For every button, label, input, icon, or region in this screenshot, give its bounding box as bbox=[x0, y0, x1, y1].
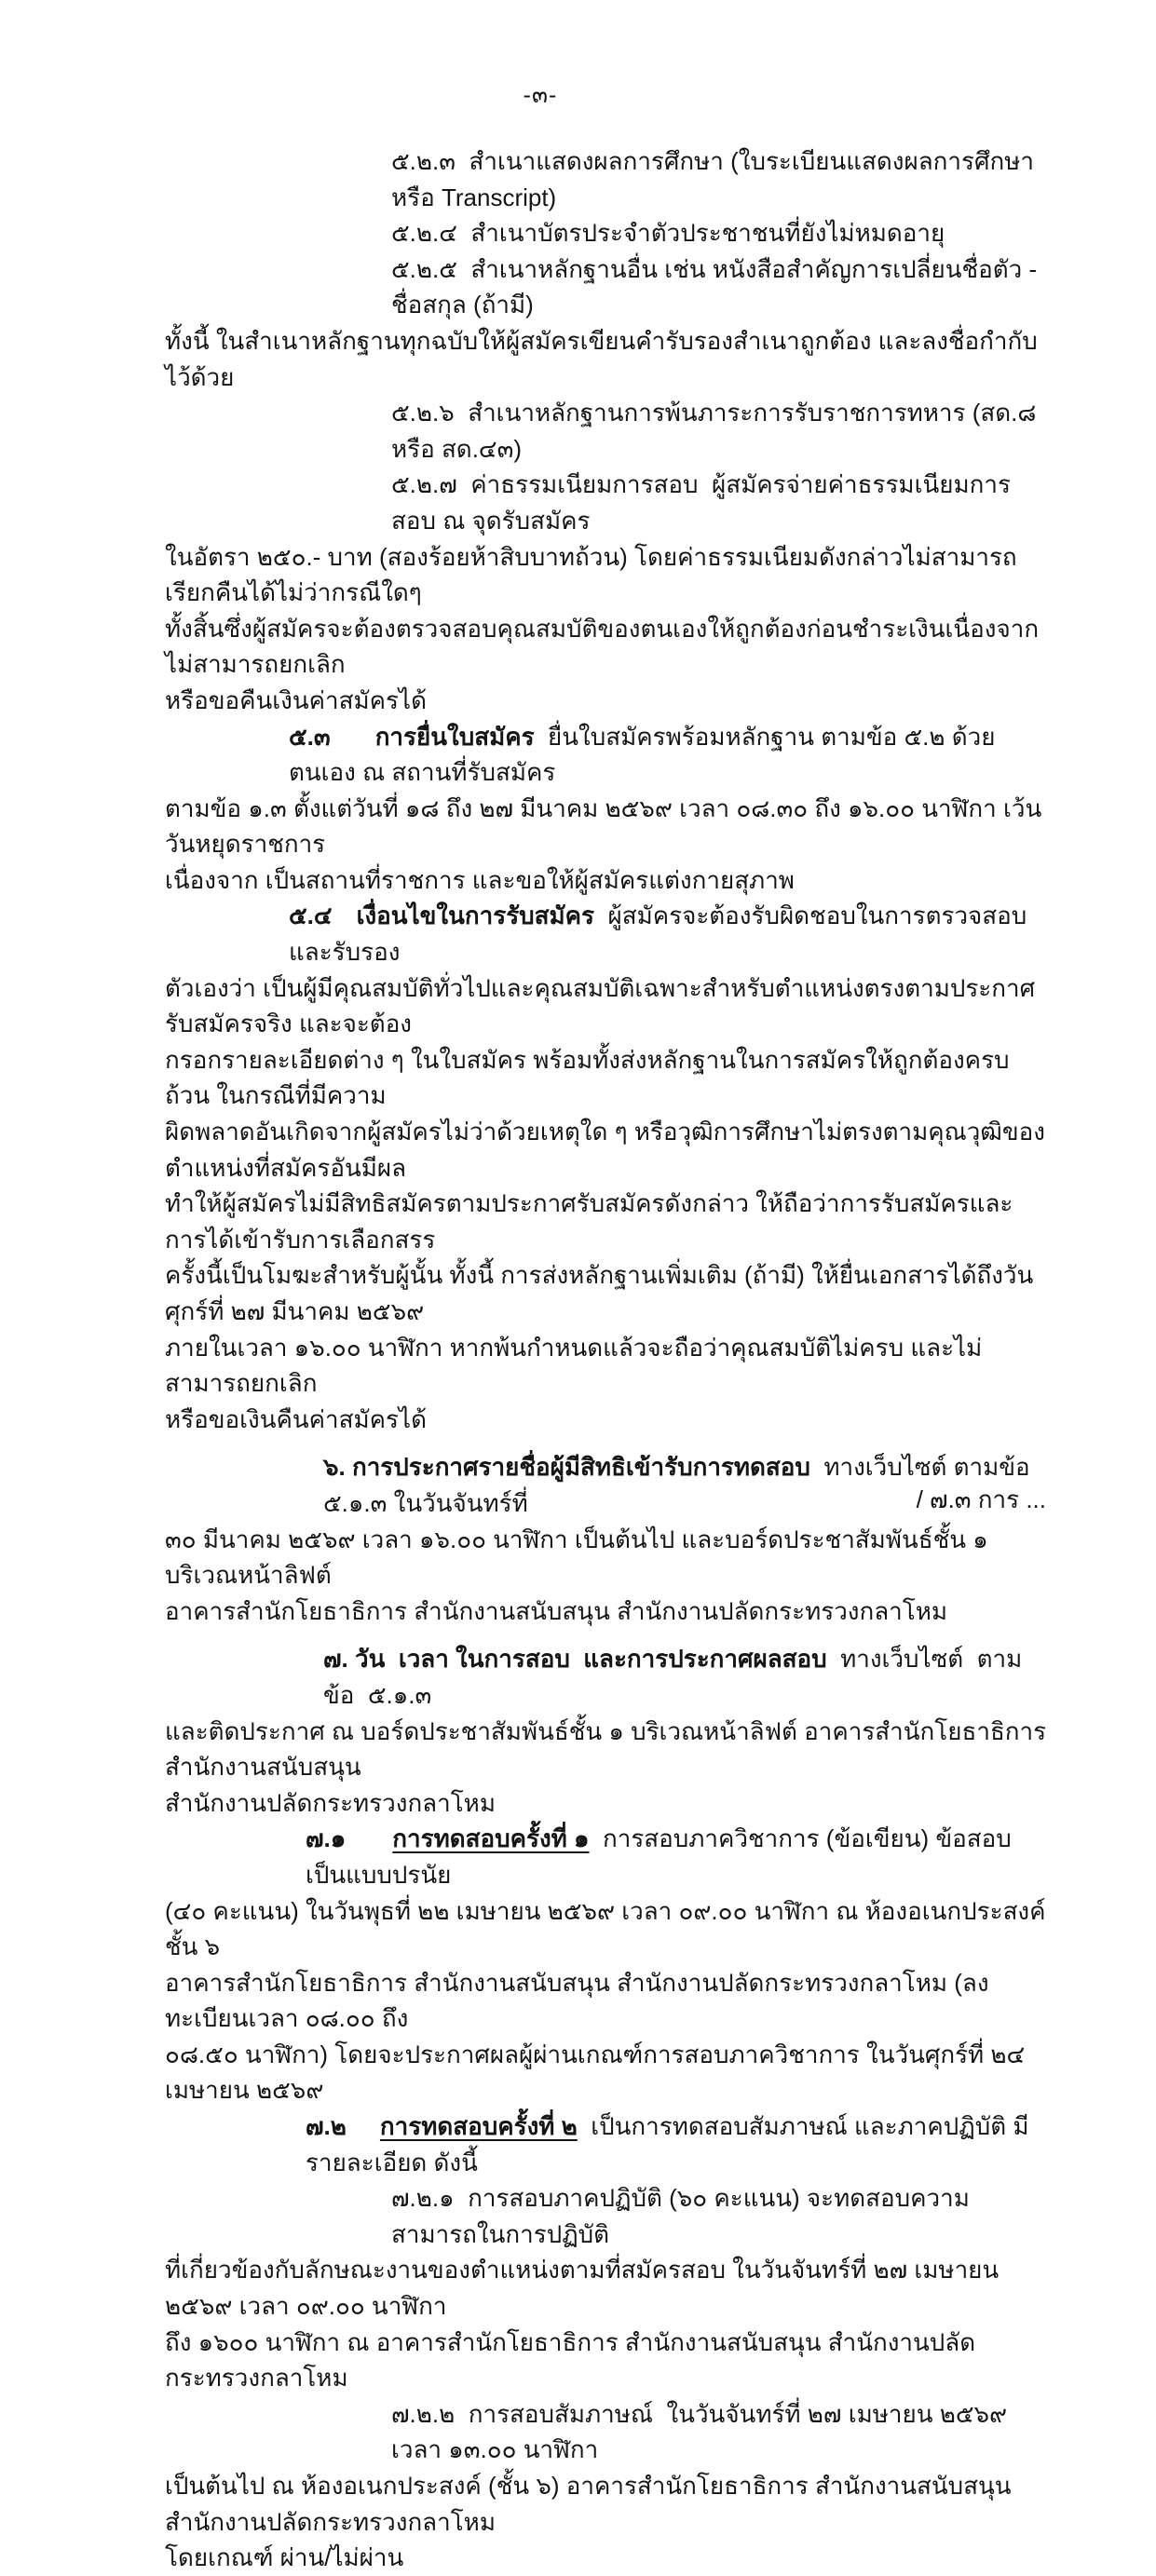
text-segment: อาคารสำนักโยธาธิการ สำนักงานสนับสนุน สำนักงานปลัดกระทรวงกลาโหม (ลงทะเบียนเวลา ๐๘.๐๐ ถึง bbox=[165, 1968, 989, 2033]
text-line bbox=[165, 970, 1050, 1042]
text-line bbox=[165, 2540, 1050, 2576]
text-line bbox=[165, 215, 1050, 251]
text-segment: การสอบภาควิชาการ (ข้อเขียน) ข้อสอบเป็นแบบปรนัย bbox=[306, 1824, 1012, 1889]
text-line bbox=[165, 1785, 1050, 1822]
text-segment: โดยเกณฑ์ ผ่าน/ไม่ผ่าน bbox=[165, 2543, 404, 2572]
text-segment: ๕.๒.๓ สำเนาแสดงผลการศึกษา (ใบระเบียนแสดงผลการศึกษา หรือ Transcript) bbox=[391, 147, 1041, 211]
text-segment: หรือขอเงินคืนค่าสมัครได้ bbox=[165, 1404, 427, 1433]
text-line bbox=[165, 1893, 1053, 1965]
text-line bbox=[165, 395, 1050, 467]
text-line bbox=[165, 1402, 1050, 1438]
text-segment: (๔๐ คะแนน) ในวันพุธที่ ๒๒ เมษายน ๒๕๖๙ เวลา ๐๙.๐๐ นาฬิกา ณ ห้องอเนกประสงค์ ชั้น ๖ bbox=[165, 1896, 1053, 1961]
tab-gap bbox=[333, 923, 357, 924]
text-line bbox=[165, 1965, 1050, 2037]
text-line bbox=[165, 611, 1050, 683]
text-line bbox=[165, 1042, 1050, 1114]
text-line bbox=[165, 1714, 1054, 1785]
text-segment: ยื่นใบสมัครพร้อมหลักฐาน ตามข้อ ๕.๒ ด้วยตนเอง ณ สถานที่รับสมัคร bbox=[289, 722, 996, 787]
text-segment: และติดประกาศ ณ บอร์ดประชาสัมพันธ์ชั้น ๑ บริเวณหน้าลิฟต์ อาคารสำนักโยธาธิการ สำนักงานสนับสนุน bbox=[165, 1716, 1054, 1782]
text-line bbox=[165, 1186, 1050, 1257]
text-segment: ทั้งนี้ ในสำเนาหลักฐานทุกฉบับให้ผู้สมัครเขียนคำรับรองสำเนาถูกต้อง และลงชื่อกำกับไว้ด้วย bbox=[165, 326, 1038, 391]
text-line bbox=[165, 898, 1050, 969]
text-segment: ๕.๔ bbox=[289, 902, 333, 930]
text-segment: ตัวเองว่า เป็นผู้มีคุณสมบัติทั่วไปและคุณสมบัติเฉพาะสำหรับตำแหน่งตรงตามประกาศรับสมัครจริง และจะต้อง bbox=[165, 973, 1036, 1038]
text-line bbox=[165, 2468, 1050, 2540]
text-segment: ทางเว็บไซต์ ตามข้อ ๕.๑.๓ bbox=[323, 1645, 1023, 1709]
text-segment: การทดสอบครั้งที่ ๒ bbox=[379, 2112, 578, 2141]
text-segment: ๗.๑ bbox=[306, 1824, 347, 1853]
text-segment: การยื่นใบสมัคร bbox=[374, 722, 535, 751]
text-segment: ๗.๒.๑ การสอบภาคปฏิบัติ (๖๐ คะแนน) จะทดสอบความสามารถในการปฏิบัติ bbox=[391, 2184, 970, 2248]
continuation-mark: / ๗.๓ การ ... bbox=[916, 1485, 1046, 1513]
text-segment: ทั้งสิ้นซึ่งผู้สมัครจะต้องตรวจสอบคุณสมบัติของตนเองให้ถูกต้องก่อนชำระเงินเนื่องจากไม่สามารถยกเลิก bbox=[165, 614, 1040, 679]
text-line bbox=[165, 2180, 1050, 2252]
text-line bbox=[165, 719, 1050, 791]
document-body bbox=[165, 143, 1054, 2576]
tab-gap bbox=[346, 1846, 392, 1847]
text-segment: กรอกรายละเอียดต่าง ๆ ในใบสมัคร พร้อมทั้งส่งหลักฐานในการสมัครให้ถูกต้องครบถ้วน ในกรณีที่มีความ bbox=[165, 1045, 1010, 1110]
text-segment: สำนักงานปลัดกระทรวงกลาโหม bbox=[165, 1788, 496, 1817]
text-segment: ๗. วัน เวลา ในการสอบ และการประกาศผลสอบ bbox=[323, 1645, 827, 1674]
text-segment: ๕.๒.๔ สำเนาบัตรประจำตัวประชาชนที่ยังไม่หมดอายุ bbox=[391, 219, 945, 248]
text-segment: เป็นต้นไป ณ ห้องอเนกประสงค์ (ชั้น ๖) อาคารสำนักโยธาธิการ สำนักงานสนับสนุน สำนักงานปลัดกระทรวงกลาโหม bbox=[165, 2472, 1018, 2536]
text-line bbox=[165, 683, 1050, 719]
text-segment: ๐๘.๕๐ นาฬิกา) โดยจะประกาศผลผู้ผ่านเกณฑ์การสอบภาควิชาการ ในวันศุกร์ที่ ๒๔ เมษายน ๒๕๖๙ bbox=[165, 2040, 1032, 2105]
tab-gap bbox=[331, 744, 375, 745]
text-segment: ๕.๓ bbox=[289, 722, 331, 751]
text-line bbox=[165, 1641, 1050, 1713]
text-segment: ผิดพลาดอันเกิดจากผู้สมัครไม่ว่าด้วยเหตุใด ๆ หรือวุฒิการศึกษาไม่ตรงตามคุณวุฒิของตำแหน่งที่สมัครอันมีผล bbox=[165, 1118, 1045, 1182]
tab-gap bbox=[347, 2134, 380, 2135]
text-segment: ในอัตรา ๒๕๐.- บาท (สองร้อยห้าสิบบาทถ้วน) โดยค่าธรรมเนียมดังกล่าวไม่สามารถเรียกคืนได้ไม่ว่ากรณีใดๆ bbox=[165, 542, 1017, 607]
text-line bbox=[165, 1330, 1050, 1402]
text-line bbox=[165, 467, 1050, 538]
text-line bbox=[165, 251, 1050, 323]
text-segment: ทางเว็บไซต์ ตามข้อ ๕.๑.๓ ในวันจันทร์ที่ bbox=[323, 1453, 1037, 1517]
text-line bbox=[165, 2396, 1050, 2468]
text-segment: ผู้สมัครจะต้องรับผิดชอบในการตรวจสอบและรับรอง bbox=[289, 902, 1027, 967]
text-line bbox=[165, 791, 1050, 862]
text-line bbox=[165, 2108, 1050, 2180]
text-segment: ภายในเวลา ๑๖.๐๐ นาฬิกา หากพ้นกำหนดแล้วจะถือว่าคุณสมบัติไม่ครบ และไม่สามารถยกเลิก bbox=[165, 1333, 983, 1398]
text-line bbox=[165, 1522, 1050, 1593]
text-segment: เงื่อนไขในการรับสมัคร bbox=[356, 902, 595, 930]
text-segment: ตามข้อ ๑.๓ ตั้งแต่วันที่ ๑๘ ถึง ๒๗ มีนาคม ๒๕๖๙ เวลา ๐๘.๓๐ ถึง ๑๖.๐๐ นาฬิกา เว้นวันหยุดราชการ bbox=[165, 793, 1042, 859]
text-segment: เนื่องจาก เป็นสถานที่ราชการ และขอให้ผู้สมัครแต่งกายสุภาพ bbox=[165, 865, 795, 894]
text-segment: ๖. การประกาศรายชื่อผู้มีสิทธิเข้ารับการทดสอบ bbox=[323, 1453, 810, 1482]
text-line bbox=[165, 1257, 1050, 1329]
text-line bbox=[165, 1593, 1050, 1630]
text-line bbox=[165, 862, 1050, 899]
text-line bbox=[165, 1114, 1050, 1186]
text-line bbox=[165, 2252, 1050, 2324]
text-segment: ๕.๒.๗ ค่าธรรมเนียมการสอบ ผู้สมัครจ่ายค่าธรรมเนียมการสอบ ณ จุดรับสมัคร bbox=[391, 470, 1011, 535]
text-segment: ๕.๒.๕ สำเนาหลักฐานอื่น เช่น หนังสือสำคัญการเปลี่ยนชื่อตัว - ชื่อสกุล (ถ้ามี) bbox=[391, 254, 1044, 319]
text-line bbox=[165, 143, 1050, 215]
text-segment: ทำให้ผู้สมัครไม่มีสิทธิสมัครตามประกาศรับสมัครดังกล่าว ให้ถือว่าการรับสมัครและการได้เข้ารับการเลือกสรร bbox=[165, 1189, 1013, 1254]
text-segment: ที่เกี่ยวข้องกับลักษณะงานของตำแหน่งตามที่สมัครสอบ ในวันจันทร์ที่ ๒๗ เมษายน ๒๕๖๙ เวลา ๐๙.๐๐ นาฬิกา bbox=[165, 2256, 1006, 2321]
text-segment: ๕.๒.๖ สำเนาหลักฐานการพ้นภาระการรับราชการทหาร (สด.๘ หรือ สด.๔๓) bbox=[391, 399, 1043, 463]
text-segment: อาคารสำนักโยธาธิการ สำนักงานสนับสนุน สำนักงานปลัดกระทรวงกลาโหม bbox=[165, 1596, 948, 1625]
text-line bbox=[165, 1821, 1050, 1892]
text-line bbox=[165, 2325, 1050, 2396]
text-line bbox=[165, 2037, 1050, 2108]
page-number: -๓- bbox=[523, 82, 558, 108]
text-segment: ๓๐ มีนาคม ๒๕๖๙ เวลา ๑๖.๐๐ นาฬิกา เป็นต้นไป และบอร์ดประชาสัมพันธ์ชั้น ๑ บริเวณหน้าลิฟต์ bbox=[165, 1525, 995, 1590]
text-segment: ถึง ๑๖๐๐ นาฬิกา ณ อาคารสำนักโยธาธิการ สำนักงานสนับสนุน สำนักงานปลัดกระทรวงกลาโหม bbox=[165, 2327, 976, 2393]
text-segment: ๗.๒ bbox=[306, 2112, 347, 2141]
text-segment: การทดสอบครั้งที่ ๑ bbox=[392, 1824, 590, 1853]
text-segment: ครั้งนี้เป็นโมฆะสำหรับผู้นั้น ทั้งนี้ การส่งหลักฐานเพิ่มเติม (ถ้ามี) ให้ยื่นเอกสารได้ถึงวันศุกร์ที่ ๒๗ มีนาคม ๒๕๖๙ bbox=[165, 1261, 1034, 1325]
text-segment: ๗.๒.๒ การสอบสัมภาษณ์ ในวันจันทร์ที่ ๒๗ เมษายน ๒๕๖๙ เวลา ๑๓.๐๐ นาฬิกา bbox=[391, 2399, 1014, 2464]
text-line bbox=[165, 539, 1050, 611]
text-segment: เป็นการทดสอบสัมภาษณ์ และภาคปฏิบัติ มีรายละเอียด ดังนี้ bbox=[306, 2112, 1029, 2176]
text-line bbox=[165, 323, 1050, 395]
text-segment: หรือขอคืนเงินค่าสมัครได้ bbox=[165, 685, 427, 714]
